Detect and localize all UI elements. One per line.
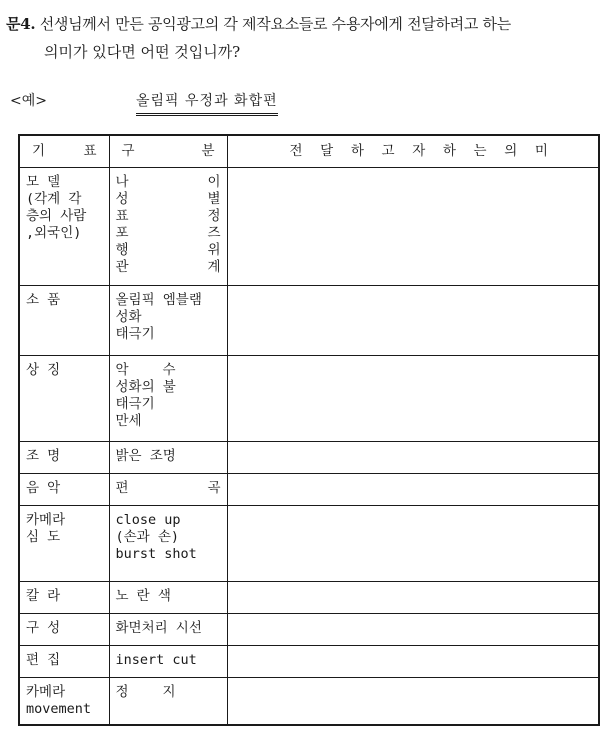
question: [6, 10, 602, 66]
row-category-item: 성 별: [115, 191, 221, 207]
table-row: [19, 678, 599, 726]
row-category-item: 행 위: [115, 242, 221, 258]
row-category-item: 정 지: [115, 684, 176, 700]
row-category-item: (손과 손): [115, 529, 180, 545]
row-meaning-cell[interactable]: [227, 506, 599, 582]
row-kind-label: 음 악: [26, 480, 61, 496]
row-category-cell: [109, 356, 227, 442]
row-meaning-cell[interactable]: [227, 286, 599, 356]
row-meaning-cell[interactable]: [227, 442, 599, 474]
row-meaning-cell[interactable]: [227, 356, 599, 442]
header-kind: [19, 135, 109, 168]
row-category-cell: [109, 646, 227, 678]
row-category-cell: [109, 678, 227, 726]
row-kind-cell: [19, 582, 109, 614]
row-kind-cell: [19, 442, 109, 474]
header-category: [109, 135, 227, 168]
row-category-item: 태극기: [115, 396, 155, 412]
row-category-item: close up: [115, 512, 181, 528]
row-category-cell: [109, 614, 227, 646]
table-row: [19, 646, 599, 678]
row-meaning-cell[interactable]: [227, 168, 599, 286]
row-category-item: insert cut: [115, 652, 197, 668]
answer-table-wrap: [18, 134, 600, 726]
example-title: 올림픽 우정과 화합편: [136, 90, 278, 116]
row-category-item: 관 계: [115, 259, 221, 275]
header-category-text: 구 분: [121, 143, 215, 159]
row-category-item: 표 정: [115, 208, 221, 224]
row-meaning-cell[interactable]: [227, 646, 599, 678]
question-line-2: 의미가 있다면 어떤 것입니까?: [44, 43, 241, 61]
table-row: [19, 168, 599, 286]
table-body: [19, 168, 599, 726]
header-meaning-text: 전 달 하 고 자 하 는 의 미: [289, 143, 548, 159]
question-line-1: [6, 10, 602, 38]
row-category-item: 노 란 색: [115, 588, 171, 604]
row-kind-label: 상 징: [26, 362, 61, 378]
table-header-row: [19, 135, 599, 168]
row-kind-label: 조 명: [26, 448, 61, 464]
row-kind-label: 소 품: [26, 292, 61, 308]
row-kind-label: 카메라 심 도: [26, 512, 66, 545]
table-row: [19, 474, 599, 506]
row-category-cell: [109, 442, 227, 474]
row-category-item: 악 수: [115, 362, 176, 378]
row-category-item: 태극기: [115, 326, 155, 342]
row-meaning-cell[interactable]: [227, 474, 599, 506]
row-category-item: 편 곡: [115, 480, 221, 496]
question-text-1: 선생님께서 만든 공익광고의 각 제작요소들로 수용자에게 전달하려고 하는: [39, 15, 511, 33]
row-category-item: 만세: [115, 413, 142, 429]
example-label: <예>: [10, 93, 47, 109]
header-kind-text: 기 표: [32, 143, 97, 159]
row-category-item: burst shot: [115, 546, 197, 562]
answer-table: [18, 134, 600, 726]
row-kind-cell: [19, 356, 109, 442]
row-category-item: 올림픽 엠블램: [115, 292, 202, 308]
header-meaning: [227, 135, 599, 168]
row-category-cell: [109, 474, 227, 506]
row-kind-label: 칼 라: [26, 588, 61, 604]
row-category-item: 화면처리 시선: [115, 620, 202, 636]
table-row: [19, 442, 599, 474]
row-kind-cell: [19, 614, 109, 646]
table-row: [19, 506, 599, 582]
row-kind-cell: [19, 646, 109, 678]
row-category-item: 포 즈: [115, 225, 221, 241]
table-row: [19, 286, 599, 356]
row-category-cell: [109, 168, 227, 286]
question-number: 문4.: [6, 15, 36, 33]
table-row: [19, 356, 599, 442]
row-kind-label: 카메라 movement: [26, 684, 92, 717]
row-kind-label: 모 델 (각계 각 층의 사람 ,외국인): [26, 174, 87, 241]
row-meaning-cell[interactable]: [227, 614, 599, 646]
table-row: [19, 582, 599, 614]
row-kind-label: 편 집: [26, 652, 61, 668]
row-kind-label: 구 성: [26, 620, 61, 636]
row-meaning-cell[interactable]: [227, 678, 599, 726]
row-meaning-cell[interactable]: [227, 582, 599, 614]
row-category-item: 나 이: [115, 174, 221, 190]
row-kind-cell: [19, 168, 109, 286]
row-category-item: 성화: [115, 309, 142, 325]
row-category-item: 성화의 불: [115, 379, 176, 395]
row-kind-cell: [19, 678, 109, 726]
row-kind-cell: [19, 506, 109, 582]
row-kind-cell: [19, 286, 109, 356]
row-category-item: 밝은 조명: [115, 448, 176, 464]
row-kind-cell: [19, 474, 109, 506]
table-row: [19, 614, 599, 646]
row-category-cell: [109, 582, 227, 614]
row-category-cell: [109, 286, 227, 356]
row-category-cell: [109, 506, 227, 582]
